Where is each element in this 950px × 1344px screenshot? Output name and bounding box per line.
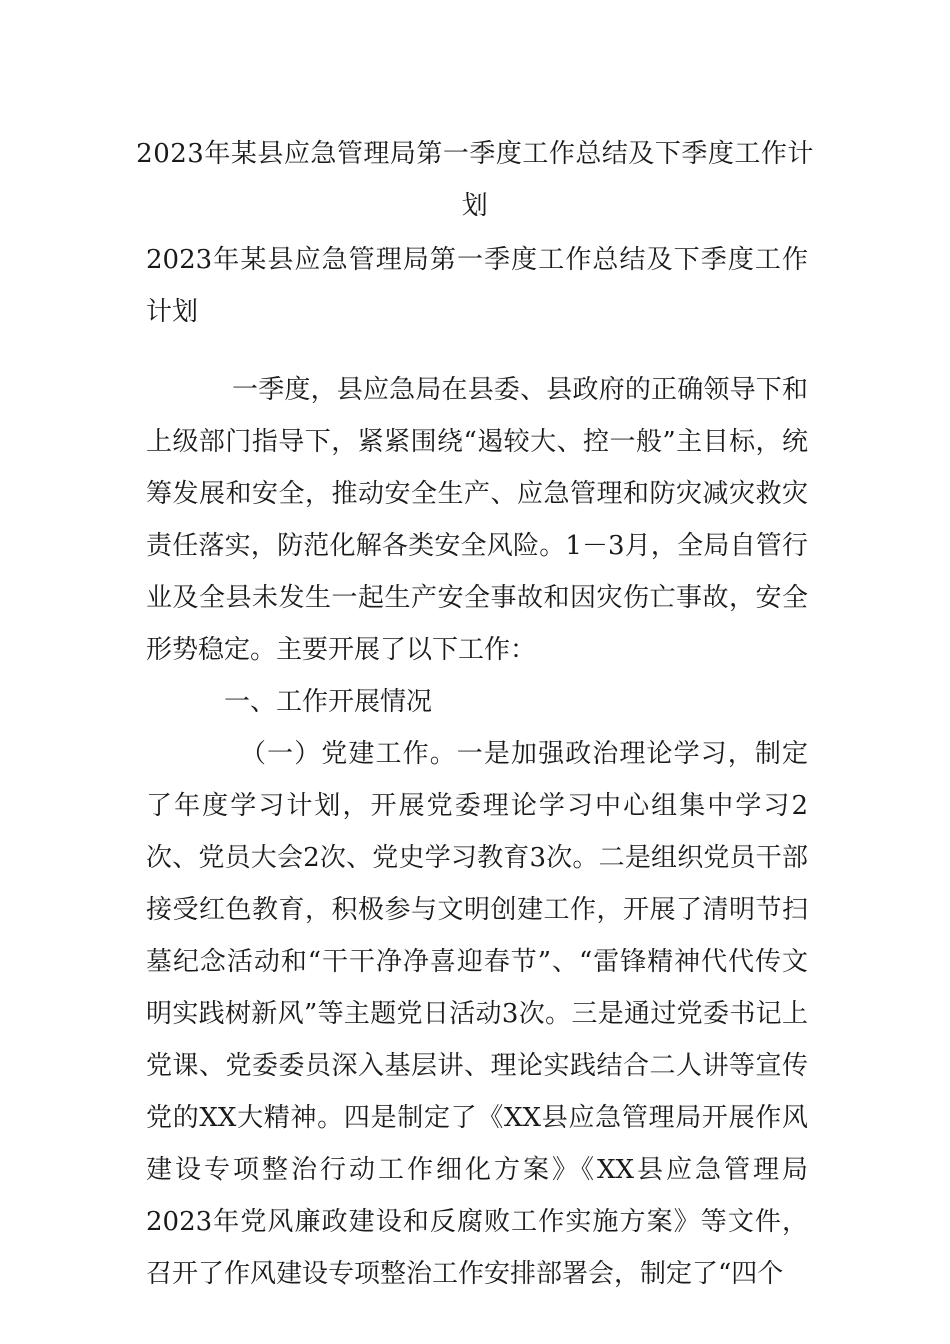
- document-title: 2023年某县应急管理局第一季度工作总结及下季度工作计划: [136, 139, 814, 221]
- document-body: [146, 234, 808, 1300]
- intro-paragraph: 一季度，县应急局在县委、县政府的正确领导下和上级部门指导下，紧紧围绕“遏较大、控一般”主目标，统筹发展和安全，推动安全生产、应急管理和防灾减灾救灾责任落实，防范化解各类安全风险。1－3月，全局自管行业及全县未发生一起生产安全事故和因灾伤亡事故，安全形势稳定。主要开展了以下工作：: [146, 375, 808, 665]
- document-subtitle: 2023年某县应急管理局第一季度工作总结及下季度工作计划: [146, 245, 808, 327]
- section-heading: 一、工作开展情况: [224, 687, 433, 717]
- party-building-paragraph: （一）党建工作。一是加强政治理论学习，制定了年度学习计划，开展党委理论学习中心组集中学习2次、党员大会2次、党史学习教育3次。二是组织党员干部接受红色教育，积极参与文明创建工作，开展了清明节扫墓纪念活动和“干干净净喜迎春节”、“雷锋精神代代传文明实践树新风”等主题党日活动3次。三是通过党委书记上党课、党委委员深入基层讲、理论实践结合二人讲等宣传党的XX大精神。四是制定了《XX县应急管理局开展作风建设专项整治行动工作细化方案》《XX县应急管理局2023年党风廉政建设和反腐败工作实施方案》等文件，召开了作风建设专项整治工作安排部署会，制定了“四个: [146, 739, 808, 1289]
